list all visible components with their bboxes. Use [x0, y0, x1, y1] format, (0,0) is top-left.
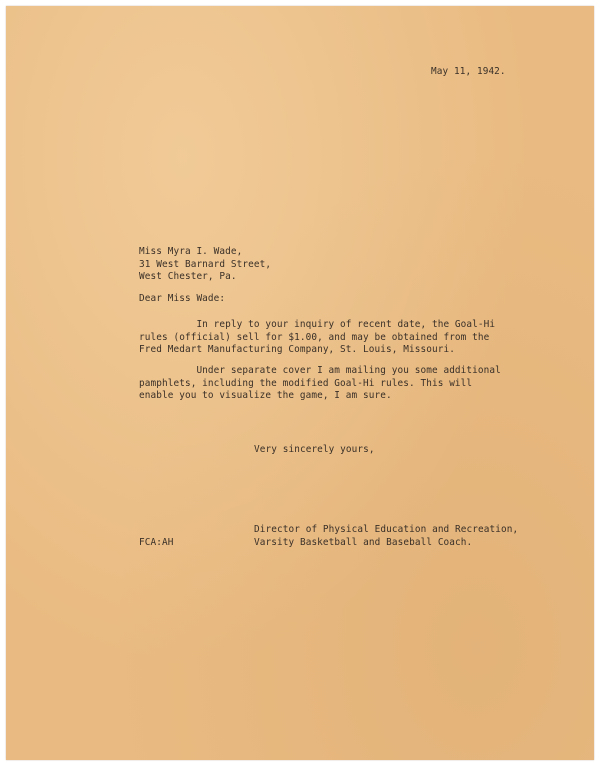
body-paragraph-2: [139, 365, 501, 403]
recipient-city: West Chester, Pa.: [139, 271, 237, 282]
recipient-address: [139, 246, 271, 284]
signature-title-line: Varsity Basketball and Baseball Coach.: [254, 536, 473, 548]
recipient-street: 31 West Barnard Street,: [139, 258, 272, 270]
body-line: Under separate cover I am mailing you some additional: [139, 365, 501, 376]
signature-title-line: Director of Physical Education and Recreation,: [254, 524, 519, 535]
recipient-name: Miss Myra I. Wade,: [139, 246, 243, 257]
signature-title: [254, 524, 518, 549]
letter-date: May 11, 1942.: [431, 66, 506, 77]
body-line: pamphlets, including the modified Goal-Hi rules. This will: [139, 377, 473, 389]
reference-initials: FCA:AH: [139, 537, 174, 548]
complimentary-closing: Very sincerely yours,: [254, 444, 375, 455]
body-paragraph-1: [139, 319, 495, 357]
salutation: Dear Miss Wade:: [139, 293, 226, 304]
body-line: Fred Medart Manufacturing Company, St. Louis, Missouri.: [139, 344, 455, 355]
body-line: rules (official) sell for $1.00, and may be obtained from the: [139, 331, 490, 343]
body-line: enable you to visualize the game, I am sure.: [139, 390, 392, 401]
body-line: In reply to your inquiry of recent date, the Goal-Hi: [139, 319, 496, 330]
